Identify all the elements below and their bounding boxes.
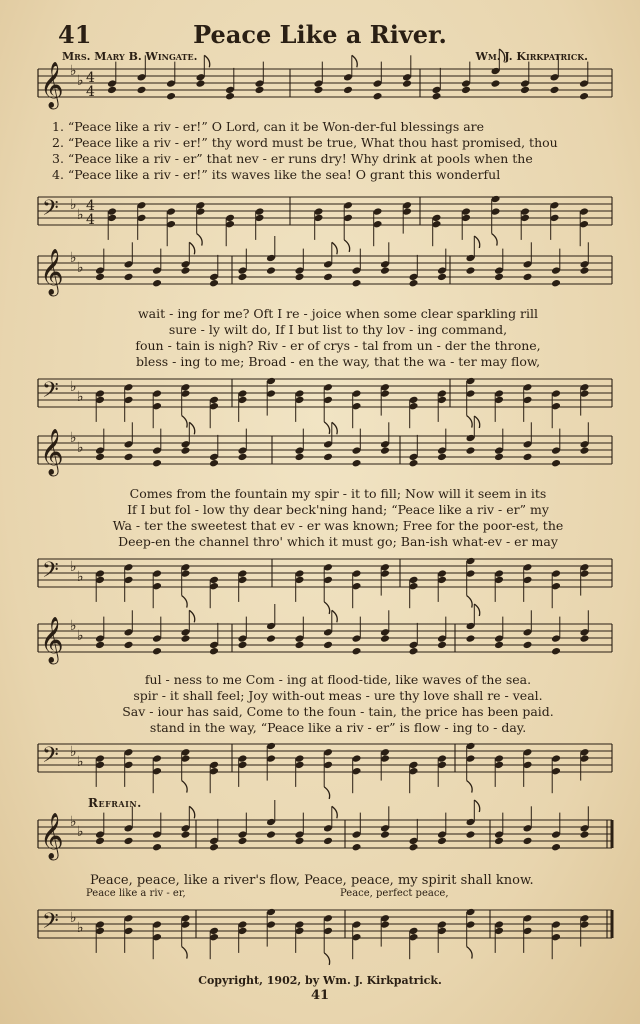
time-signature-top: 4	[86, 198, 95, 214]
verse-4-line-c: Deep-en the channel thro' which it must go; Ban-ish what-ev - er may	[118, 534, 558, 549]
hymn-number: 41	[58, 20, 92, 49]
bass-clef-icon: 𝄢	[42, 743, 59, 773]
note-head	[409, 843, 419, 852]
note-flag	[332, 422, 337, 434]
verse-3-line-c: Wa - ter the sweetest that ev - er was known; Free for the poor-est, the	[112, 518, 564, 533]
flat-sign-icon: ♭	[70, 814, 77, 830]
note-head	[491, 79, 501, 88]
flat-sign-icon: ♭	[77, 569, 84, 585]
hymn-title: Peace Like a River.	[193, 20, 447, 49]
note-head	[295, 641, 305, 650]
note-head	[409, 459, 419, 468]
note-head	[437, 641, 447, 650]
note-head	[266, 634, 276, 643]
flat-sign-icon: ♭	[77, 754, 84, 770]
note-flag	[499, 49, 504, 61]
bass-clef-icon: 𝄢	[42, 378, 59, 408]
note-flag	[332, 242, 337, 254]
note-head	[380, 830, 390, 839]
note-head	[323, 837, 333, 846]
note-flag	[189, 806, 194, 818]
note-head	[323, 273, 333, 282]
note-head	[373, 92, 383, 101]
flat-sign-icon: ♭	[70, 379, 77, 395]
treble-clef-icon: 𝄞	[40, 617, 64, 663]
note-head	[523, 837, 533, 846]
treble-clef-icon: 𝄞	[40, 249, 64, 295]
note-flag	[182, 596, 187, 608]
verse-4-line-d: stand in the way, “Peace like a riv - er” is flow - ing to - day.	[149, 720, 527, 735]
time-signature-bottom: 4	[86, 212, 95, 228]
verse-3-line-a: 3. “Peace like a riv - er” that nev - er runs dry! Why drink at pools when the	[52, 151, 533, 166]
note-flag	[332, 806, 337, 818]
note-head	[494, 837, 504, 846]
flat-sign-icon: ♭	[70, 63, 77, 79]
note-flag	[324, 602, 329, 614]
treble-clef-icon: 𝄞	[40, 813, 64, 859]
bass-clef-icon: 𝄢	[42, 909, 59, 939]
note-head	[323, 641, 333, 650]
note-flag	[352, 55, 357, 67]
note-head	[124, 641, 134, 650]
note-head	[295, 273, 305, 282]
note-head	[152, 459, 162, 468]
note-head	[466, 446, 476, 455]
note-flag	[197, 234, 202, 246]
note-head	[520, 86, 530, 95]
note-flag	[182, 947, 187, 959]
note-head	[209, 843, 219, 852]
note-head	[95, 453, 105, 462]
note-flag	[324, 787, 329, 799]
note-head	[238, 453, 248, 462]
time-signature-top: 4	[86, 70, 95, 86]
note-head	[551, 279, 561, 288]
flat-sign-icon: ♭	[77, 389, 84, 405]
note-head	[152, 647, 162, 656]
verse-1-line-a: 1. “Peace like a riv - er!” O Lord, can it be Won-der-ful blessings are	[52, 119, 485, 134]
note-head	[95, 641, 105, 650]
note-head	[579, 92, 589, 101]
note-flag	[182, 416, 187, 428]
note-head	[523, 273, 533, 282]
note-flag	[474, 800, 479, 812]
note-head	[523, 641, 533, 650]
note-flag	[492, 234, 497, 246]
copyright-notice: Copyright, 1902, by Wm. J. Kirkpatrick.	[198, 974, 442, 987]
note-head	[295, 837, 305, 846]
note-head	[266, 266, 276, 275]
note-flag	[467, 596, 472, 608]
note-head	[494, 453, 504, 462]
flat-sign-icon: ♭	[70, 559, 77, 575]
note-head	[523, 453, 533, 462]
note-head	[196, 79, 206, 88]
note-head	[124, 453, 134, 462]
note-head	[238, 837, 248, 846]
flat-sign-icon: ♭	[70, 430, 77, 446]
note-head	[152, 279, 162, 288]
flat-sign-icon: ♭	[77, 920, 84, 936]
note-head	[494, 641, 504, 650]
flat-sign-icon: ♭	[77, 207, 84, 223]
bass-clef-icon: 𝄢	[42, 558, 59, 588]
note-head	[95, 273, 105, 282]
flat-sign-icon: ♭	[70, 910, 77, 926]
note-head	[181, 446, 191, 455]
page-number: 41	[310, 988, 330, 1003]
refrain-lyrics: Peace, peace, like a river's flow, Peace, peace, my spirit shall know.	[90, 873, 534, 888]
note-head	[409, 647, 419, 656]
note-head	[437, 273, 447, 282]
note-head	[551, 647, 561, 656]
note-head	[295, 453, 305, 462]
note-head	[166, 92, 176, 101]
note-flag	[467, 947, 472, 959]
composer-credit: Wm. J. Kirkpatrick.	[475, 50, 588, 63]
note-head	[137, 86, 147, 95]
lyricist-credit: Mrs. Mary B. Wingate.	[62, 50, 198, 63]
note-flag	[189, 610, 194, 622]
flat-sign-icon: ♭	[77, 73, 84, 89]
note-flag	[189, 242, 194, 254]
note-flag	[344, 240, 349, 252]
note-head	[380, 446, 390, 455]
note-flag	[189, 422, 194, 434]
note-head	[550, 86, 560, 95]
note-flag	[474, 416, 479, 428]
note-head	[323, 453, 333, 462]
note-head	[461, 86, 471, 95]
refrain-label: Refrain.	[88, 796, 142, 810]
note-head	[466, 266, 476, 275]
note-head	[437, 453, 447, 462]
note-head	[181, 634, 191, 643]
note-head	[402, 79, 412, 88]
time-signature-bottom: 4	[86, 84, 95, 100]
verse-4-line-a: 4. “Peace like a riv - er!” its waves like the sea! O grant this wonderful	[52, 167, 501, 182]
note-head	[580, 634, 590, 643]
verse-2-line-c: If I but fol - low thy dear beck'ning hand; “Peace like a riv - er” my	[127, 502, 549, 517]
note-head	[95, 837, 105, 846]
note-head	[124, 837, 134, 846]
flat-sign-icon: ♭	[70, 250, 77, 266]
note-flag	[182, 781, 187, 793]
note-head	[494, 273, 504, 282]
note-head	[314, 86, 324, 95]
note-head	[107, 86, 117, 95]
note-head	[580, 830, 590, 839]
note-head	[209, 279, 219, 288]
note-head	[352, 843, 362, 852]
refrain-alt-lyrics-right: Peace, perfect peace,	[340, 888, 449, 899]
flat-sign-icon: ♭	[70, 744, 77, 760]
note-head	[266, 830, 276, 839]
verse-1-line-c: Comes from the fountain my spir - it to fill; Now will it seem in its	[129, 486, 547, 501]
note-head	[352, 279, 362, 288]
note-head	[466, 634, 476, 643]
note-flag	[332, 610, 337, 622]
flat-sign-icon: ♭	[70, 197, 77, 213]
note-head	[432, 92, 442, 101]
note-head	[551, 459, 561, 468]
verse-3-line-d: Sav - iour has said, Come to the foun - tain, the price has been paid.	[122, 704, 554, 719]
note-head	[238, 641, 248, 650]
note-flag	[204, 55, 209, 67]
note-flag	[474, 236, 479, 248]
verse-2-line-b: sure - ly wilt do, If I but list to thy lov - ing command,	[168, 322, 508, 337]
note-head	[255, 86, 265, 95]
note-head	[580, 446, 590, 455]
treble-clef-icon: 𝄞	[40, 62, 64, 108]
verse-4-line-b: bless - ing to me; Broad - en the way, that the wa - ter may flow,	[135, 354, 541, 369]
refrain-alt-lyrics-left: Peace like a riv - er,	[86, 888, 186, 899]
note-head	[352, 647, 362, 656]
note-head	[225, 92, 235, 101]
flat-sign-icon: ♭	[70, 618, 77, 634]
verse-3-line-b: foun - tain is nigh? Riv - er of crys - tal from un - der the throne,	[135, 338, 541, 353]
note-head	[343, 86, 353, 95]
flat-sign-icon: ♭	[77, 260, 84, 276]
note-flag	[324, 953, 329, 965]
note-flag	[467, 781, 472, 793]
note-head	[238, 273, 248, 282]
note-head	[152, 843, 162, 852]
note-head	[209, 459, 219, 468]
note-head	[409, 279, 419, 288]
flat-sign-icon: ♭	[77, 440, 84, 456]
note-head	[437, 837, 447, 846]
treble-clef-icon: 𝄞	[40, 429, 64, 475]
verse-2-line-a: 2. “Peace like a riv - er!” thy word must be true, What thou hast promised, thou	[52, 135, 558, 150]
note-head	[209, 647, 219, 656]
note-head	[551, 843, 561, 852]
note-head	[181, 830, 191, 839]
note-head	[352, 459, 362, 468]
verse-1-line-b: wait - ing for me? Oft I re - joice when some clear sparkling rill	[137, 306, 539, 321]
note-flag	[467, 416, 472, 428]
note-flag	[324, 422, 329, 434]
flat-sign-icon: ♭	[77, 824, 84, 840]
note-flag	[474, 604, 479, 616]
note-head	[124, 273, 134, 282]
flat-sign-icon: ♭	[77, 628, 84, 644]
verse-1-line-d: ful - ness to me Com - ing at flood-tide, like waves of the sea.	[144, 672, 532, 687]
verse-2-line-d: spir - it shall feel; Joy with-out meas - ure thy love shall re - veal.	[133, 688, 543, 703]
note-head	[466, 830, 476, 839]
bass-clef-icon: 𝄢	[42, 196, 59, 226]
note-head	[380, 634, 390, 643]
note-head	[181, 266, 191, 275]
note-head	[380, 266, 390, 275]
note-head	[580, 266, 590, 275]
